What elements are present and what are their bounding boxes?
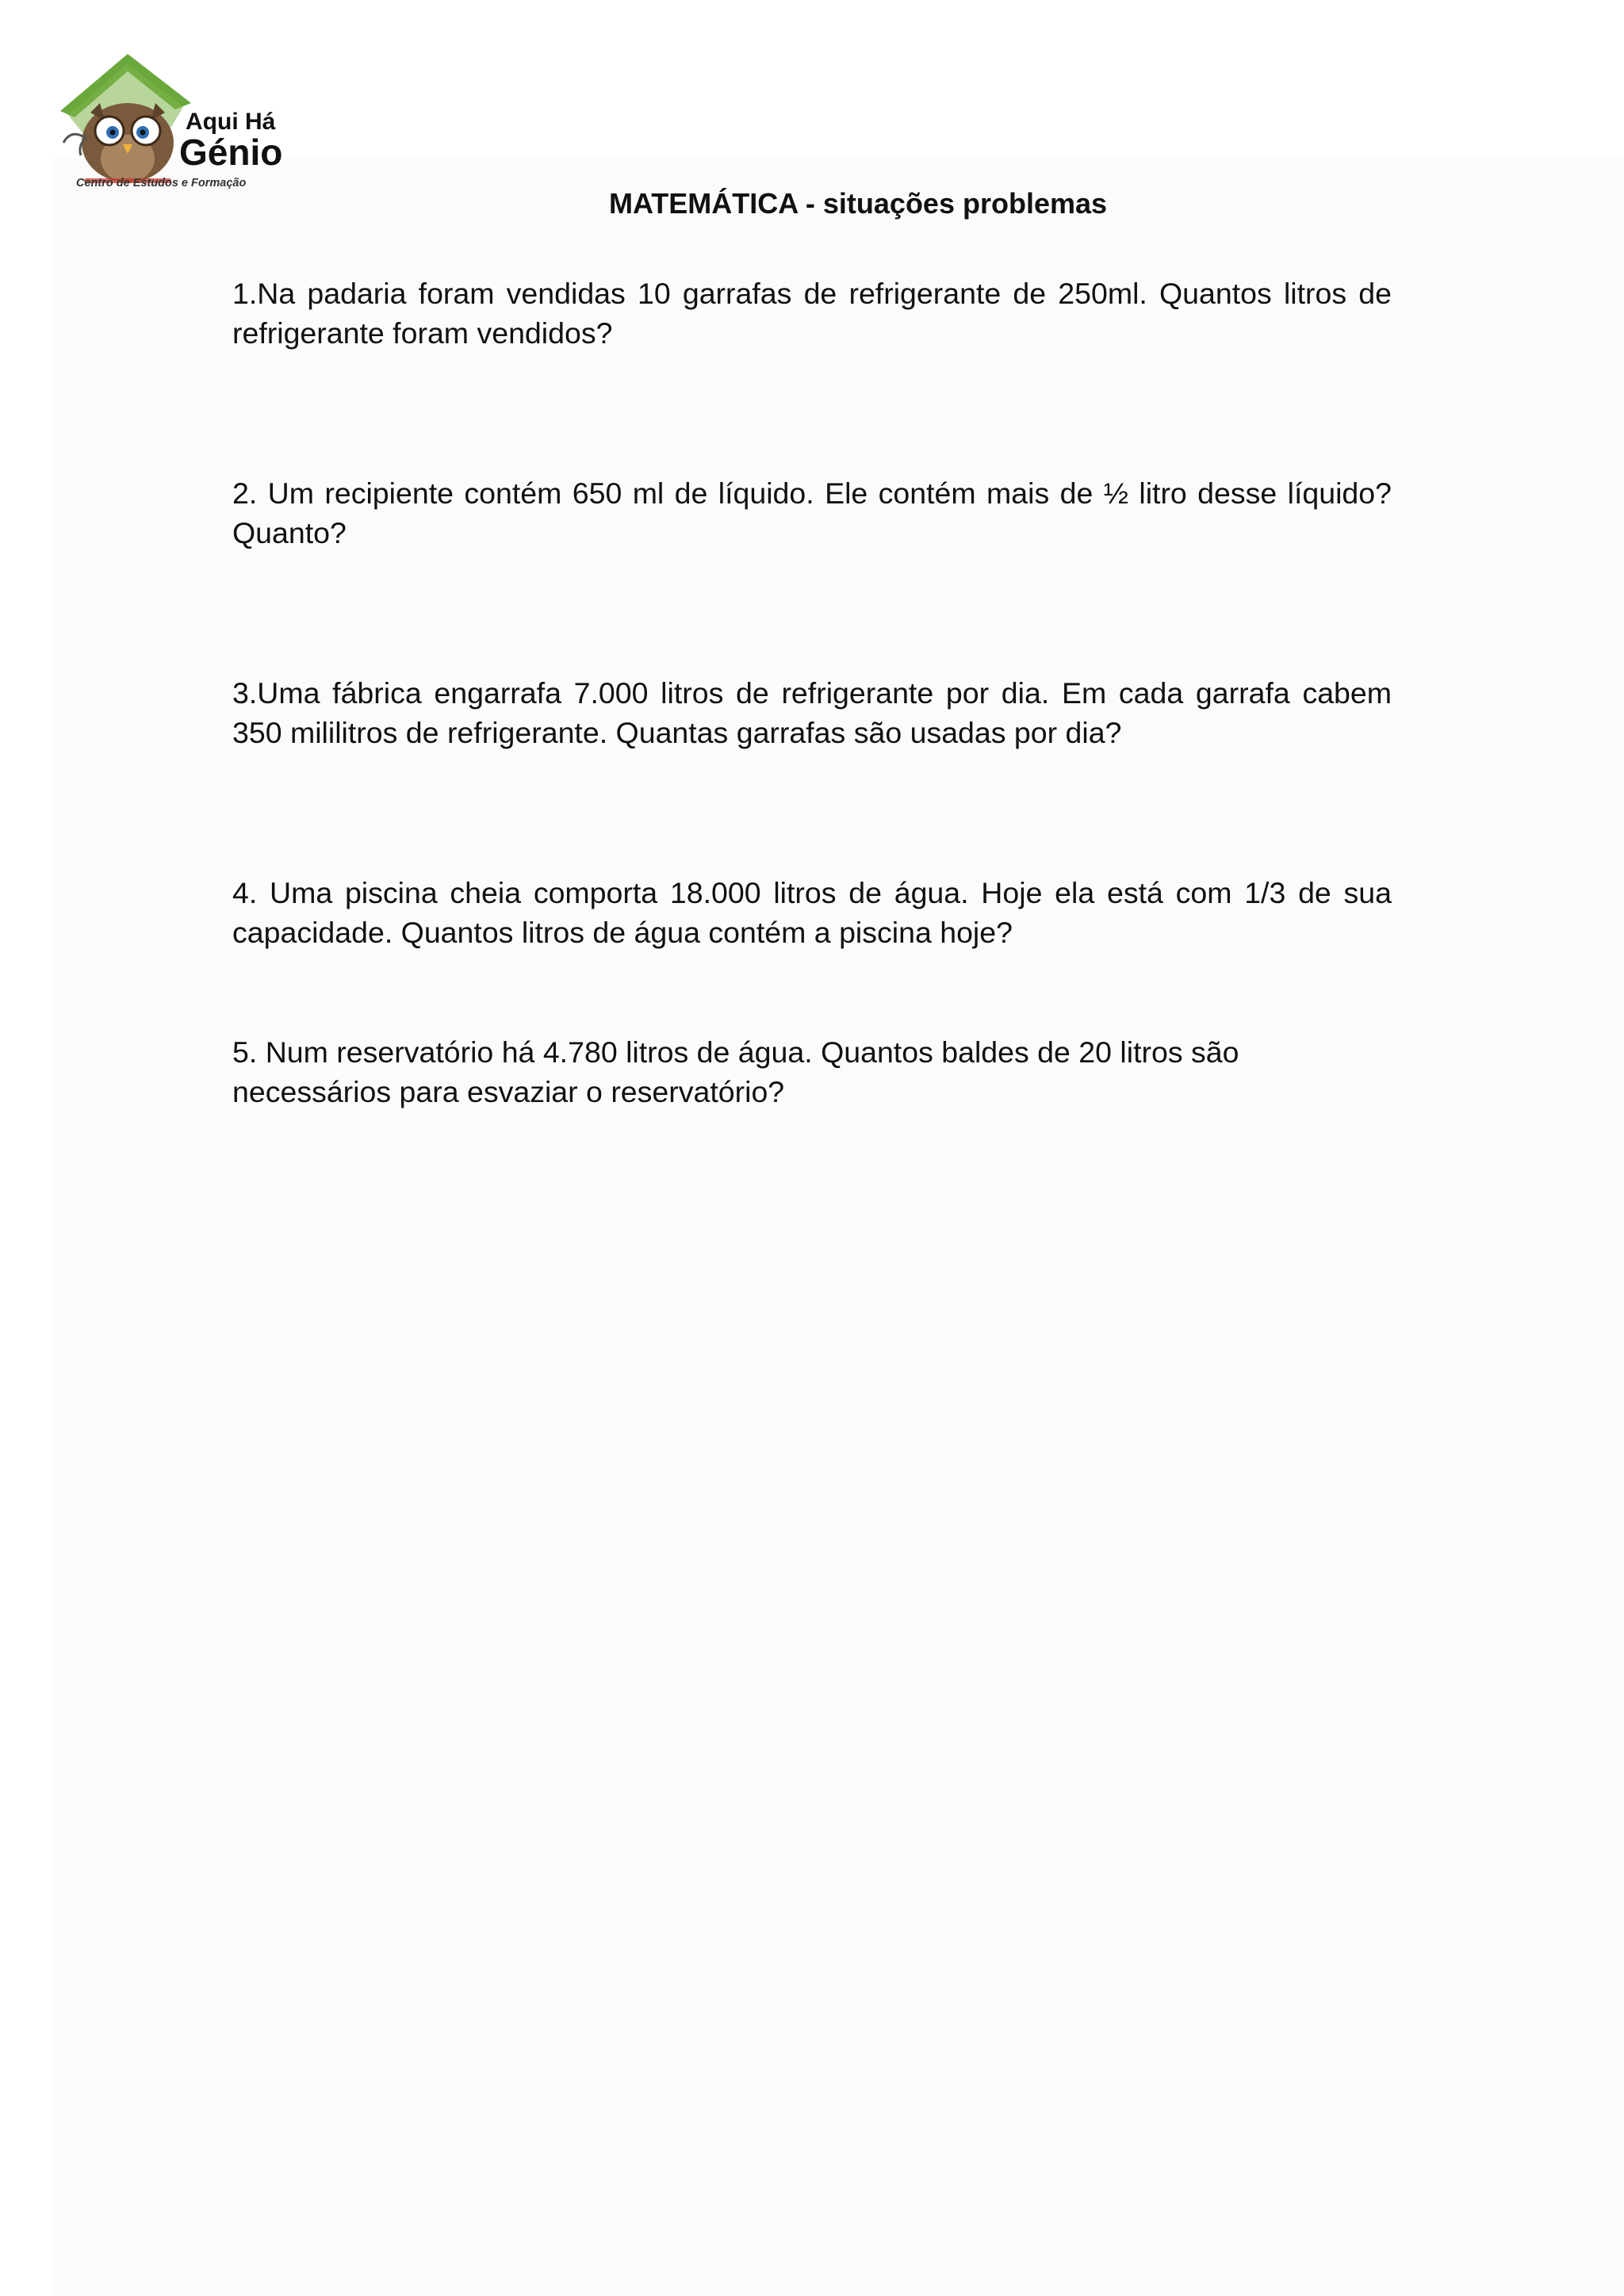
problem-5: 5. Num reservatório há 4.780 litros de água. Quantos baldes de 20 litros são necessários para esvaziar o reservatório? [232, 1035, 1239, 1108]
school-logo [52, 48, 282, 198]
page-title: MATEMÁTICA - situações problemas [608, 187, 1108, 220]
problem-2: 2. Um recipiente contém 650 ml de líquido. Ele contém mais de ½ litro desse líquido? Quanto? [232, 476, 1392, 549]
problem-1: 1.Na padaria foram vendidas 10 garrafas de refrigerante de 250ml. Quantos litros de refrigerante foram vendidos? [232, 277, 1392, 350]
logo-line1: Aqui Há [186, 109, 276, 135]
logo-tagline: Centro de Estudos e Formação [76, 177, 247, 189]
problem-3: 3.Uma fábrica engarrafa 7.000 litros de refrigerante por dia. Em cada garrafa cabem 350 mililitros de refrigerante. Quantas garrafas são usadas por dia? [232, 676, 1392, 749]
problem-4: 4. Uma piscina cheia comporta 18.000 litros de água. Hoje ela está com 1/3 de sua capacidade. Quantos litros de água contém a piscina hoje? [232, 876, 1392, 949]
owl-logo-icon [52, 48, 282, 198]
logo-line2: Génio [179, 132, 282, 173]
